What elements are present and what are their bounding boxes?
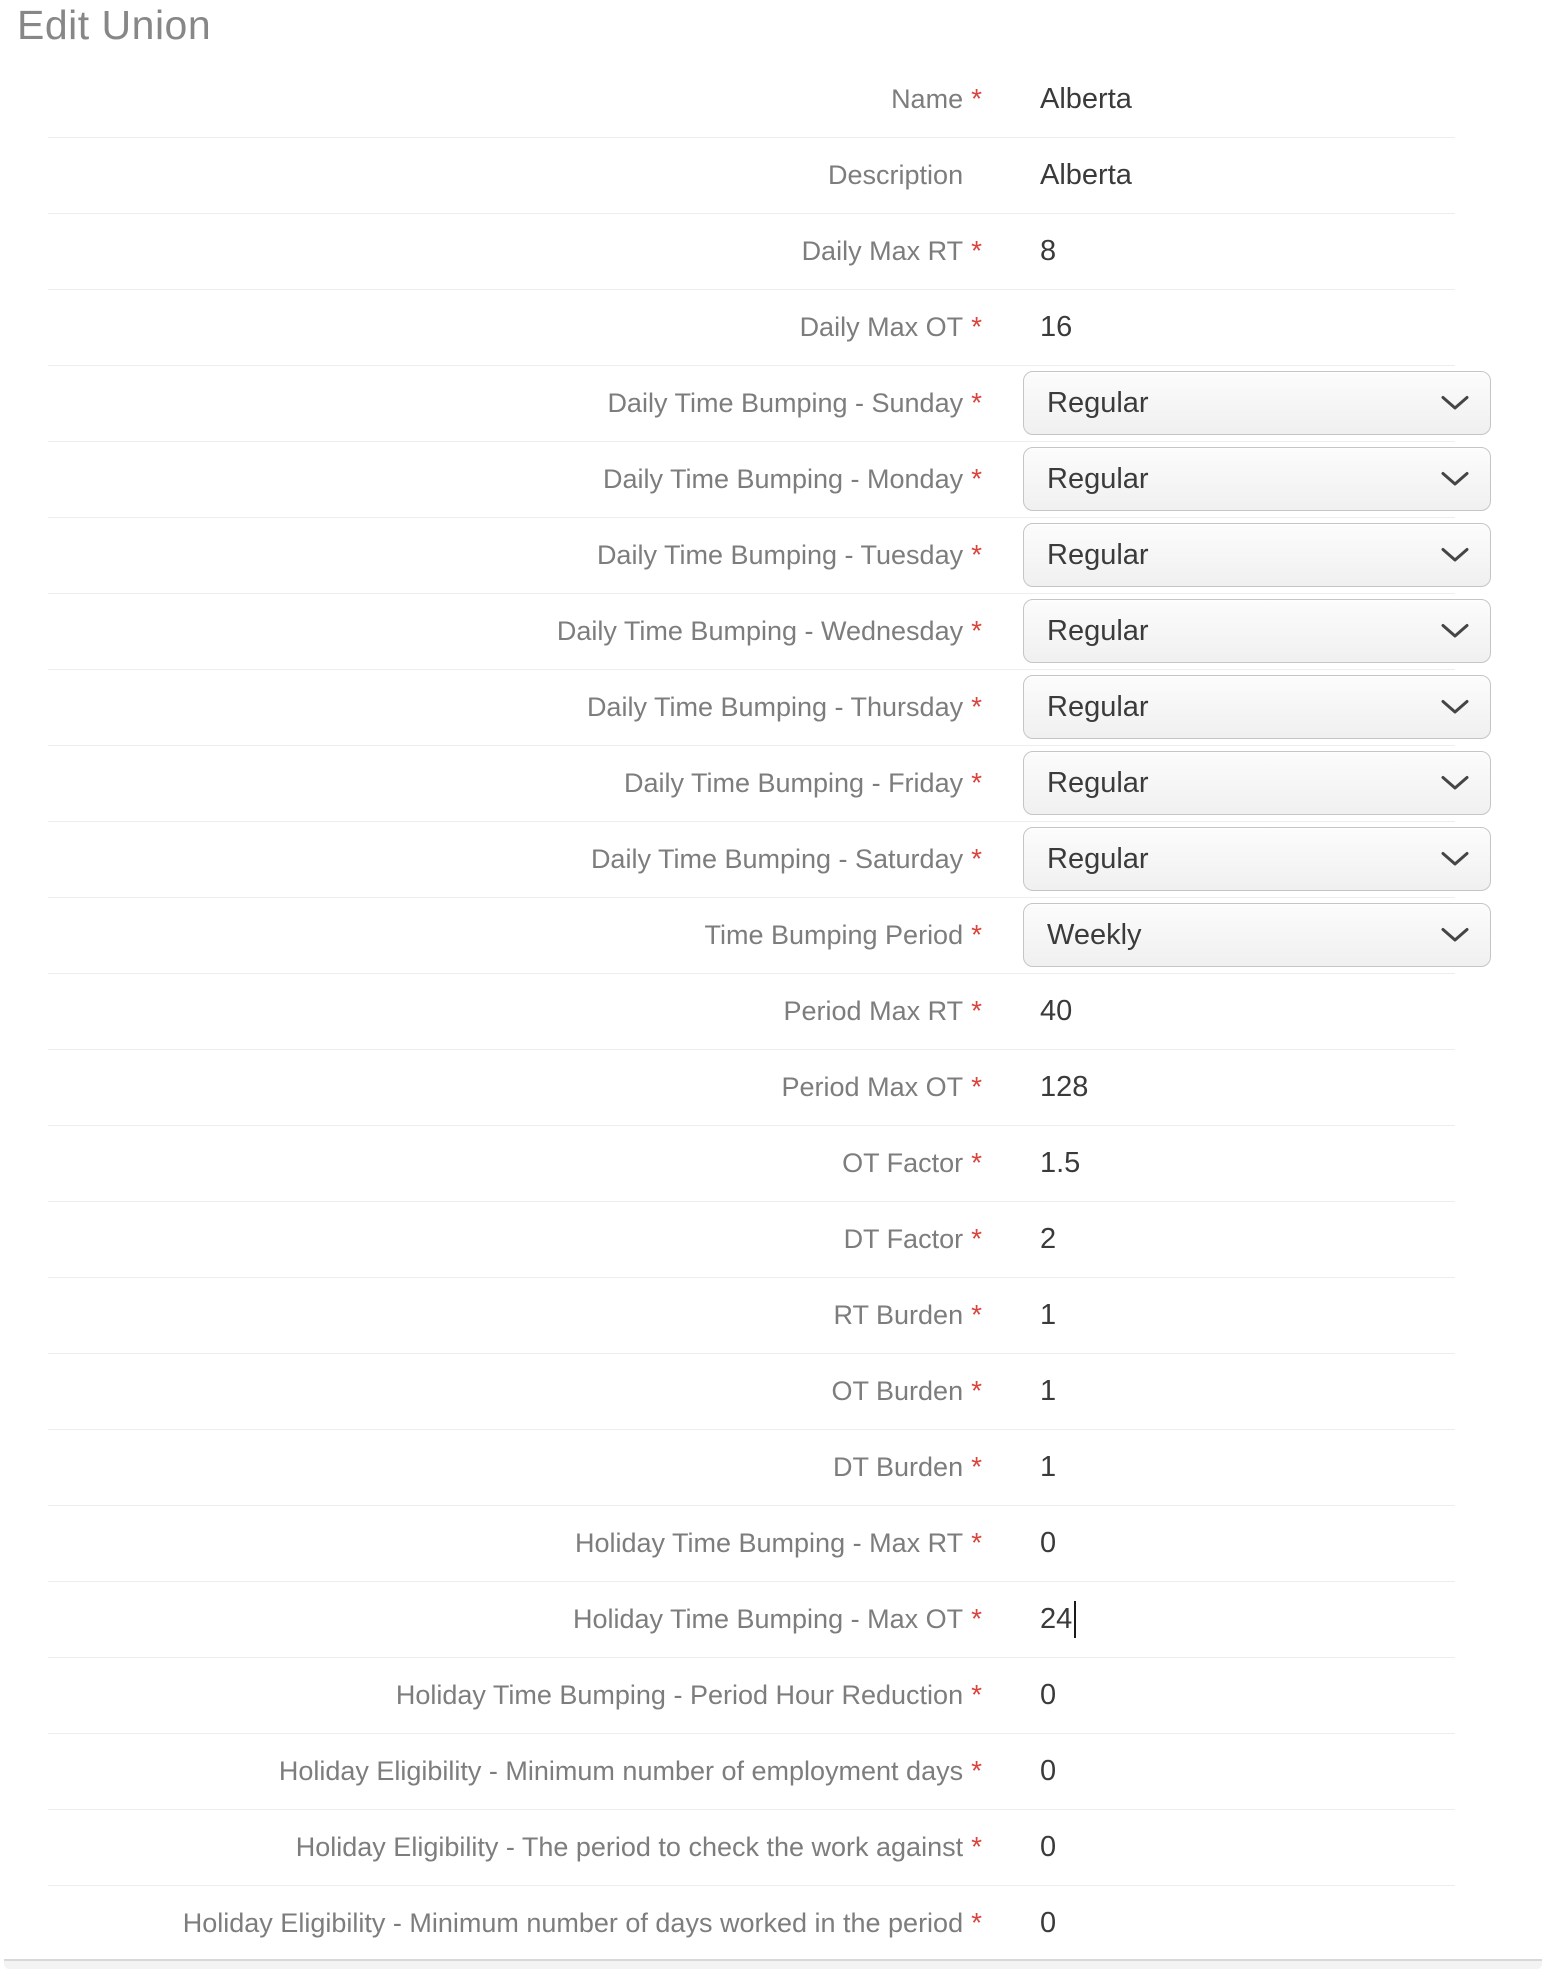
field-label-text: Daily Time Bumping - Wednesday: [556, 615, 964, 646]
holiday-time-bumping-max-rt-value[interactable]: 0: [1040, 1526, 1057, 1559]
selected-option: Regular: [1047, 766, 1149, 799]
field-value-cell: [1023, 1733, 1546, 1809]
field-value-cell: [1023, 137, 1546, 213]
required-asterisk: *: [971, 919, 982, 950]
field-label: [0, 973, 982, 1049]
dt-factor-value[interactable]: 2: [1040, 1222, 1057, 1255]
field-value-cell: [1023, 973, 1546, 1049]
field-value-cell: [1023, 821, 1546, 897]
ot-factor-row: [0, 1125, 1546, 1201]
daily-max-rt-value[interactable]: 8: [1040, 234, 1057, 267]
selected-option: Regular: [1047, 462, 1149, 495]
daily-time-bumping-monday-select[interactable]: [1023, 447, 1491, 511]
ot-factor-value[interactable]: 1.5: [1040, 1146, 1081, 1179]
period-max-rt-row: [0, 973, 1546, 1049]
required-asterisk: *: [971, 767, 982, 798]
field-label: [0, 213, 982, 289]
field-value-cell: [1023, 1353, 1546, 1429]
chevron-down-icon: [1440, 547, 1470, 564]
daily-time-bumping-wednesday-row: [0, 593, 1546, 669]
field-label-text: Name: [891, 83, 964, 114]
required-asterisk: *: [971, 843, 982, 874]
required-asterisk: *: [971, 995, 982, 1026]
required-asterisk: *: [971, 1451, 982, 1482]
daily-time-bumping-tuesday-row: [0, 517, 1546, 593]
required-asterisk: *: [971, 1527, 982, 1558]
daily-max-rt-row: [0, 213, 1546, 289]
time-bumping-period-select[interactable]: [1023, 903, 1491, 967]
selected-option: Regular: [1047, 842, 1149, 875]
daily-max-ot-row: [0, 289, 1546, 365]
required-asterisk: *: [971, 1147, 982, 1178]
field-label: [0, 1581, 982, 1657]
chevron-down-icon: [1440, 623, 1470, 640]
field-label: [0, 1733, 982, 1809]
required-asterisk: *: [971, 1907, 982, 1938]
holiday-eligibility-minimum-number-of-days-worked-in-the-period-row: [0, 1885, 1546, 1961]
required-asterisk: *: [971, 539, 982, 570]
field-label-text: Daily Max OT: [799, 311, 964, 342]
field-value-cell: [1023, 1885, 1546, 1961]
edit-union-form: [0, 61, 1546, 1961]
required-asterisk: *: [971, 311, 982, 342]
holiday-eligibility-the-period-to-check-the-work-against-value[interactable]: 0: [1040, 1830, 1057, 1863]
field-value-cell: [1023, 1581, 1546, 1657]
holiday-time-bumping-max-ot-value[interactable]: 24: [1040, 1602, 1073, 1635]
field-label: [0, 897, 982, 973]
field-label: [0, 365, 982, 441]
field-value-cell: [1023, 593, 1546, 669]
field-label-text: Time Bumping Period: [704, 919, 964, 950]
period-max-rt-value[interactable]: 40: [1040, 994, 1073, 1027]
time-bumping-period-row: [0, 897, 1546, 973]
field-label-text: OT Factor: [842, 1147, 964, 1178]
period-max-ot-value[interactable]: 128: [1040, 1070, 1089, 1103]
holiday-eligibility-minimum-number-of-employment-days-row: [0, 1733, 1546, 1809]
required-asterisk: *: [971, 1831, 982, 1862]
required-asterisk: *: [971, 235, 982, 266]
field-label-text: DT Factor: [843, 1223, 964, 1254]
chevron-down-icon: [1440, 775, 1470, 792]
daily-max-ot-value[interactable]: 16: [1040, 310, 1073, 343]
field-label-text: Holiday Time Bumping - Max OT: [572, 1603, 964, 1634]
holiday-time-bumping-max-ot-row: [0, 1581, 1546, 1657]
rt-burden-value[interactable]: 1: [1040, 1298, 1057, 1331]
period-max-ot-row: [0, 1049, 1546, 1125]
field-label-text: Holiday Time Bumping - Period Hour Reduction: [395, 1679, 964, 1710]
daily-time-bumping-thursday-row: [0, 669, 1546, 745]
field-label: [0, 1277, 982, 1353]
daily-time-bumping-thursday-select[interactable]: [1023, 675, 1491, 739]
field-value-cell: [1023, 1505, 1546, 1581]
field-label-text: Holiday Eligibility - Minimum number of employment days: [278, 1755, 964, 1786]
required-asterisk: *: [971, 387, 982, 418]
field-label-text: Holiday Eligibility - The period to check the work against: [295, 1831, 964, 1862]
daily-time-bumping-saturday-row: [0, 821, 1546, 897]
field-value-cell: [1023, 517, 1546, 593]
field-label: [0, 1201, 982, 1277]
field-value-cell: [1023, 1277, 1546, 1353]
required-asterisk: *: [971, 1223, 982, 1254]
field-label: [0, 593, 982, 669]
chevron-down-icon: [1440, 851, 1470, 868]
field-label: [0, 137, 982, 213]
field-value-cell: [1023, 1049, 1546, 1125]
selected-option: Regular: [1047, 690, 1149, 723]
required-asterisk: *: [971, 1679, 982, 1710]
field-label: [0, 61, 982, 137]
field-label: [0, 1049, 982, 1125]
daily-time-bumping-sunday-select[interactable]: [1023, 371, 1491, 435]
field-value-cell: [1023, 897, 1546, 973]
dt-burden-row: [0, 1429, 1546, 1505]
field-label: [0, 669, 982, 745]
daily-time-bumping-saturday-select[interactable]: [1023, 827, 1491, 891]
field-label-text: DT Burden: [833, 1451, 964, 1482]
required-asterisk: *: [971, 463, 982, 494]
field-label: [0, 1125, 982, 1201]
daily-time-bumping-friday-row: [0, 745, 1546, 821]
field-value-cell: [1023, 1201, 1546, 1277]
required-asterisk: *: [971, 1603, 982, 1634]
required-asterisk: *: [971, 691, 982, 722]
description-value[interactable]: Alberta: [1040, 158, 1132, 191]
chevron-down-icon: [1440, 471, 1470, 488]
field-label: [0, 517, 982, 593]
field-label-text: Daily Time Bumping - Sunday: [607, 387, 964, 418]
rt-burden-row: [0, 1277, 1546, 1353]
field-value-cell: [1023, 213, 1546, 289]
required-asterisk: *: [971, 615, 982, 646]
field-label-text: Period Max RT: [783, 995, 964, 1026]
holiday-eligibility-minimum-number-of-days-worked-in-the-period-value[interactable]: 0: [1040, 1906, 1057, 1939]
selected-option: Regular: [1047, 386, 1149, 419]
required-asterisk: *: [971, 1755, 982, 1786]
chevron-down-icon: [1440, 395, 1470, 412]
field-label-text: Daily Time Bumping - Saturday: [590, 843, 964, 874]
field-label-text: Daily Time Bumping - Thursday: [586, 691, 964, 722]
field-value-cell: [1023, 1125, 1546, 1201]
field-label: [0, 1353, 982, 1429]
daily-time-bumping-friday-select[interactable]: [1023, 751, 1491, 815]
holiday-eligibility-minimum-number-of-employment-days-value[interactable]: 0: [1040, 1754, 1057, 1787]
field-value-cell: [1023, 1429, 1546, 1505]
text-cursor: [1074, 1601, 1076, 1638]
selected-option: Regular: [1047, 538, 1149, 571]
page-title: Edit Union: [17, 2, 212, 48]
daily-time-bumping-monday-row: [0, 441, 1546, 517]
field-value-cell: [1023, 669, 1546, 745]
field-label: [0, 1809, 982, 1885]
field-label-text: Period Max OT: [781, 1071, 964, 1102]
selected-option: Weekly: [1047, 918, 1142, 951]
ot-burden-value[interactable]: 1: [1040, 1374, 1057, 1407]
field-label-text: Daily Time Bumping - Friday: [623, 767, 964, 798]
field-label: [0, 745, 982, 821]
holiday-time-bumping-period-hour-reduction-value[interactable]: 0: [1040, 1678, 1057, 1711]
field-label-text: Holiday Eligibility - Minimum number of days worked in the period: [182, 1907, 964, 1938]
dt-burden-value[interactable]: 1: [1040, 1450, 1057, 1483]
field-label: [0, 441, 982, 517]
field-label: [0, 1657, 982, 1733]
daily-time-bumping-sunday-row: [0, 365, 1546, 441]
name-row: [0, 61, 1546, 137]
chevron-down-icon: [1440, 699, 1470, 716]
field-value-cell: [1023, 1809, 1546, 1885]
required-asterisk: *: [971, 1299, 982, 1330]
required-asterisk: *: [971, 1071, 982, 1102]
description-row: [0, 137, 1546, 213]
field-label-text: Description: [828, 159, 964, 190]
field-value-cell: [1023, 745, 1546, 821]
daily-time-bumping-wednesday-select[interactable]: [1023, 599, 1491, 663]
field-value-cell: [1023, 1657, 1546, 1733]
field-value-cell: [1023, 61, 1546, 137]
panel-bottom-border: [4, 1959, 1542, 1969]
name-value[interactable]: Alberta: [1040, 82, 1132, 115]
dt-factor-row: [0, 1201, 1546, 1277]
field-label-text: RT Burden: [833, 1299, 964, 1330]
field-value-cell: [1023, 289, 1546, 365]
ot-burden-row: [0, 1353, 1546, 1429]
selected-option: Regular: [1047, 614, 1149, 647]
required-asterisk: *: [971, 83, 982, 114]
field-label: [0, 1885, 982, 1961]
required-asterisk: *: [971, 1375, 982, 1406]
holiday-eligibility-the-period-to-check-the-work-against-row: [0, 1809, 1546, 1885]
field-label-text: Daily Time Bumping - Monday: [602, 463, 964, 494]
field-label: [0, 821, 982, 897]
chevron-down-icon: [1440, 927, 1470, 944]
holiday-time-bumping-max-rt-row: [0, 1505, 1546, 1581]
field-label-text: Holiday Time Bumping - Max RT: [574, 1527, 964, 1558]
field-label: [0, 1429, 982, 1505]
field-label-text: OT Burden: [831, 1375, 964, 1406]
holiday-time-bumping-period-hour-reduction-row: [0, 1657, 1546, 1733]
field-value-cell: [1023, 441, 1546, 517]
daily-time-bumping-tuesday-select[interactable]: [1023, 523, 1491, 587]
field-label: [0, 1505, 982, 1581]
field-label: [0, 289, 982, 365]
field-label-text: Daily Time Bumping - Tuesday: [596, 539, 964, 570]
field-value-cell: [1023, 365, 1546, 441]
field-label-text: Daily Max RT: [801, 235, 964, 266]
